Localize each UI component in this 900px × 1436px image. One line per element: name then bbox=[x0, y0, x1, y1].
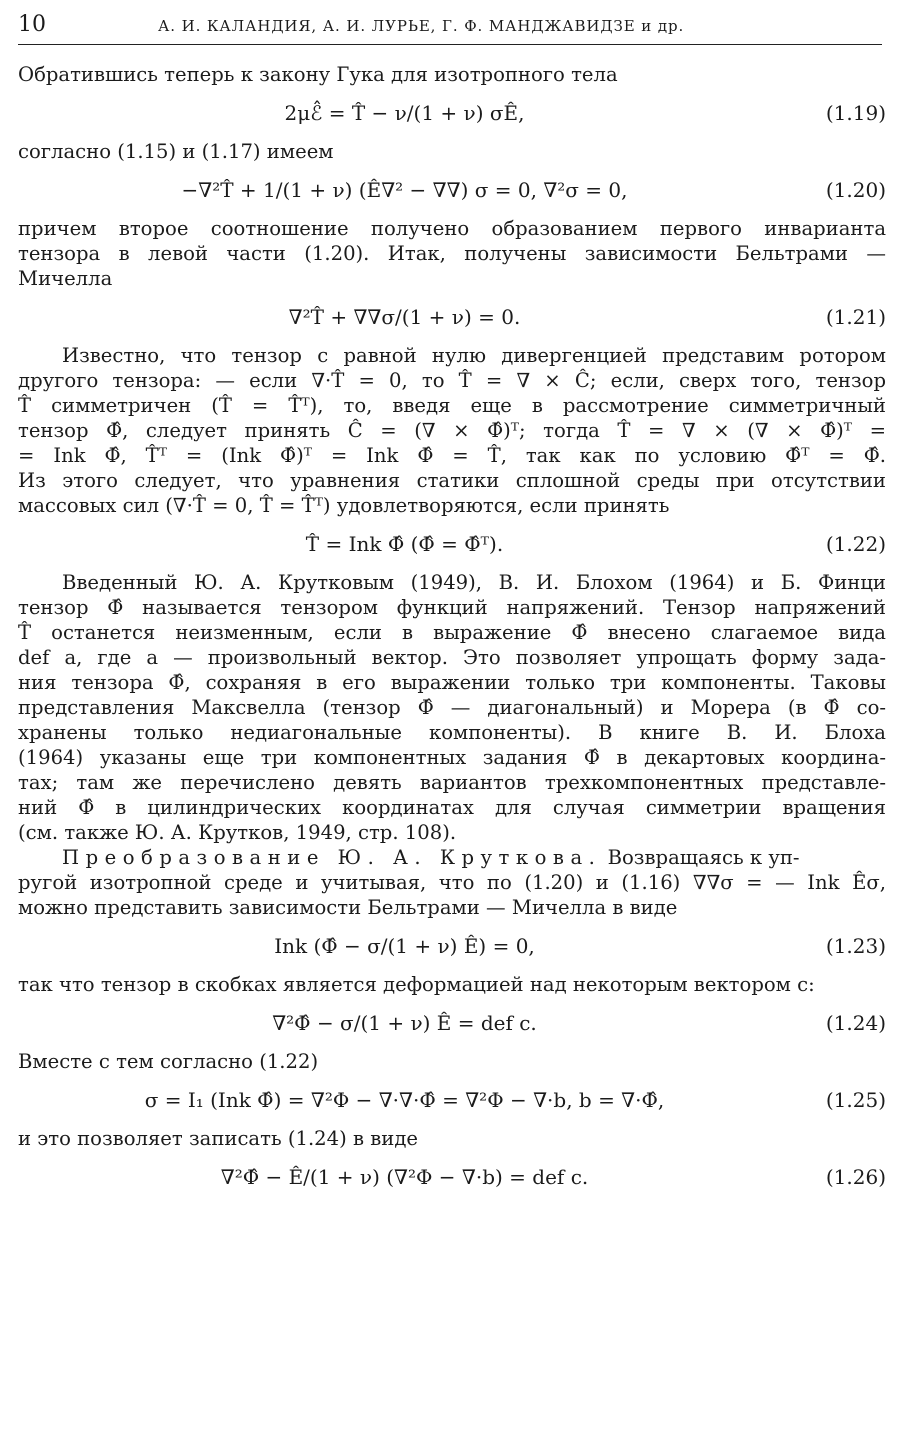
equation-number: (1.22) bbox=[825, 532, 886, 556]
equation-1-26 bbox=[18, 1151, 886, 1203]
text-line: можно представить зависимости Бельтрами — Мичелла в виде bbox=[18, 896, 678, 919]
equation-number: (1.21) bbox=[825, 305, 886, 329]
paragraph-first-line bbox=[18, 845, 886, 870]
text-line: = Ink Φ̂, T̂ᵀ = (Ink Φ̂)ᵀ = Ink Φ̂ = T̂, так как по условию Φ̂ᵀ = Φ̂. bbox=[18, 444, 886, 467]
spaced-heading: Преобразование Ю. А. Круткова. bbox=[62, 846, 602, 869]
paragraph-first-line: Известно, что тензор с равной нулю дивергенцией представим ротором bbox=[62, 344, 886, 367]
text-line: (1964) указаны еще три компонентных задания Φ̂ в декартовых координа- bbox=[18, 746, 886, 769]
equation-formula: Ink (Φ̂ − σ/(1 + ν) Ê) = 0, bbox=[274, 934, 535, 958]
text-line: так что тензор в скобках является деформацией над некоторым вектором c: bbox=[18, 973, 815, 996]
equation-number: (1.19) bbox=[825, 101, 886, 125]
text-line: Мичелла bbox=[18, 267, 113, 290]
equation-number: (1.20) bbox=[825, 178, 886, 202]
equation-number: (1.24) bbox=[825, 1011, 886, 1035]
equation-formula: −∇²T̂ + 1/(1 + ν) (Ê∇² − ∇∇) σ = 0, ∇²σ = 0, bbox=[181, 178, 628, 202]
equation-formula: ∇²Φ̂ − Ê/(1 + ν) (∇²Φ − ∇·b) = def c. bbox=[220, 1165, 589, 1189]
text-line: Из этого следует, что уравнения статики сплошной среды при отсутствии bbox=[18, 469, 886, 492]
text-line: тензора в левой части (1.20). Итак, получены зависимости Бельтрами — bbox=[18, 242, 886, 265]
text-line: тензор Φ̂ называется тензором функций напряжений. Тензор напряжений bbox=[18, 596, 886, 619]
equation-1-24 bbox=[18, 997, 886, 1049]
equation-number: (1.25) bbox=[825, 1088, 886, 1112]
equation-formula: ∇²T̂ + ∇∇σ/(1 + ν) = 0. bbox=[288, 305, 521, 329]
page-body bbox=[18, 62, 886, 1203]
text-line: T̂ останется неизменным, если в выражение Φ̂ внесено слагаемое вида bbox=[18, 621, 886, 644]
running-head bbox=[18, 10, 882, 44]
text-line: согласно (1.15) и (1.17) имеем bbox=[18, 140, 334, 163]
equation-formula: T̂ = Ink Φ̂ (Φ̂ = Φ̂ᵀ). bbox=[305, 532, 504, 556]
text-line: тензор Φ̂, следует принять Ĉ = (∇ × Φ̂)ᵀ; тогда T̂ = ∇ × (∇ × Φ̂)ᵀ = bbox=[18, 419, 886, 442]
equation-number: (1.26) bbox=[825, 1165, 886, 1189]
equation-1-25 bbox=[18, 1074, 886, 1126]
text-line: тах; там же перечислено девять вариантов трехкомпонентных представле- bbox=[18, 771, 886, 794]
equation-1-20 bbox=[18, 164, 886, 216]
text-line: ний Φ̂ в цилиндрических координатах для случая симметрии вращения bbox=[18, 796, 886, 819]
text-line: причем второе соотношение получено образованием первого инварианта bbox=[18, 217, 886, 240]
equation-1-23 bbox=[18, 920, 886, 972]
text-line: (см. также Ю. А. Крутков, 1949, стр. 108). bbox=[18, 821, 457, 844]
text-line: T̂ симметричен (T̂ = T̂ᵀ), то, введя еще в рассмотрение симметричный bbox=[18, 394, 886, 417]
text-line: def a, где a — произвольный вектор. Это позволяет упрощать форму зада- bbox=[18, 646, 886, 669]
text-line: ния тензора Φ̂, сохраняя в его выражении только три компоненты. Таковы bbox=[18, 671, 886, 694]
text-line: Вместе с тем согласно (1.22) bbox=[18, 1050, 319, 1073]
header-authors: А. И. КАЛАНДИЯ, А. И. ЛУРЬЕ, Г. Ф. МАНДЖАВИДЗЕ и др. bbox=[158, 17, 685, 35]
text-line: Обратившись теперь к закону Гука для изотропного тела bbox=[18, 63, 618, 86]
text-run: Возвращаясь к уп- bbox=[607, 846, 800, 869]
text-line: другого тензора: — если ∇·T̂ = 0, то T̂ = ∇ × Ĉ; если, сверх того, тензор bbox=[18, 369, 886, 392]
text-line: массовых сил (∇·T̂ = 0, T̂ = T̂ᵀ) удовлетворяются, если принять bbox=[18, 494, 670, 517]
page-number: 10 bbox=[18, 12, 46, 37]
equation-1-22 bbox=[18, 518, 886, 570]
header-rule bbox=[18, 44, 882, 45]
equation-formula: ∇²Φ̂ − σ/(1 + ν) Ê = def c. bbox=[272, 1011, 537, 1035]
equation-1-21 bbox=[18, 291, 886, 343]
equation-1-19 bbox=[18, 87, 886, 139]
text-line: и это позволяет записать (1.24) в виде bbox=[18, 1127, 418, 1150]
equation-formula: σ = I₁ (Ink Φ̂) = ∇²Φ − ∇·∇·Φ̂ = ∇²Φ − ∇·b, b = ∇·Φ̂, bbox=[144, 1088, 665, 1112]
text-line: хранены только недиагональные компоненты). В книге В. И. Блоха bbox=[18, 721, 886, 744]
text-line: представления Максвелла (тензор Φ̂ — диагональный) и Морера (в Φ̂ со- bbox=[18, 696, 886, 719]
paragraph-first-line: Введенный Ю. А. Крутковым (1949), В. И. Блохом (1964) и Б. Финци bbox=[62, 571, 886, 594]
equation-number: (1.23) bbox=[825, 934, 886, 958]
text-line: ругой изотропной среде и учитывая, что по (1.20) и (1.16) ∇∇σ = — Ink Êσ, bbox=[18, 871, 886, 894]
equation-formula: 2μℰ̂ = T̂ − ν/(1 + ν) σÊ, bbox=[284, 101, 525, 125]
